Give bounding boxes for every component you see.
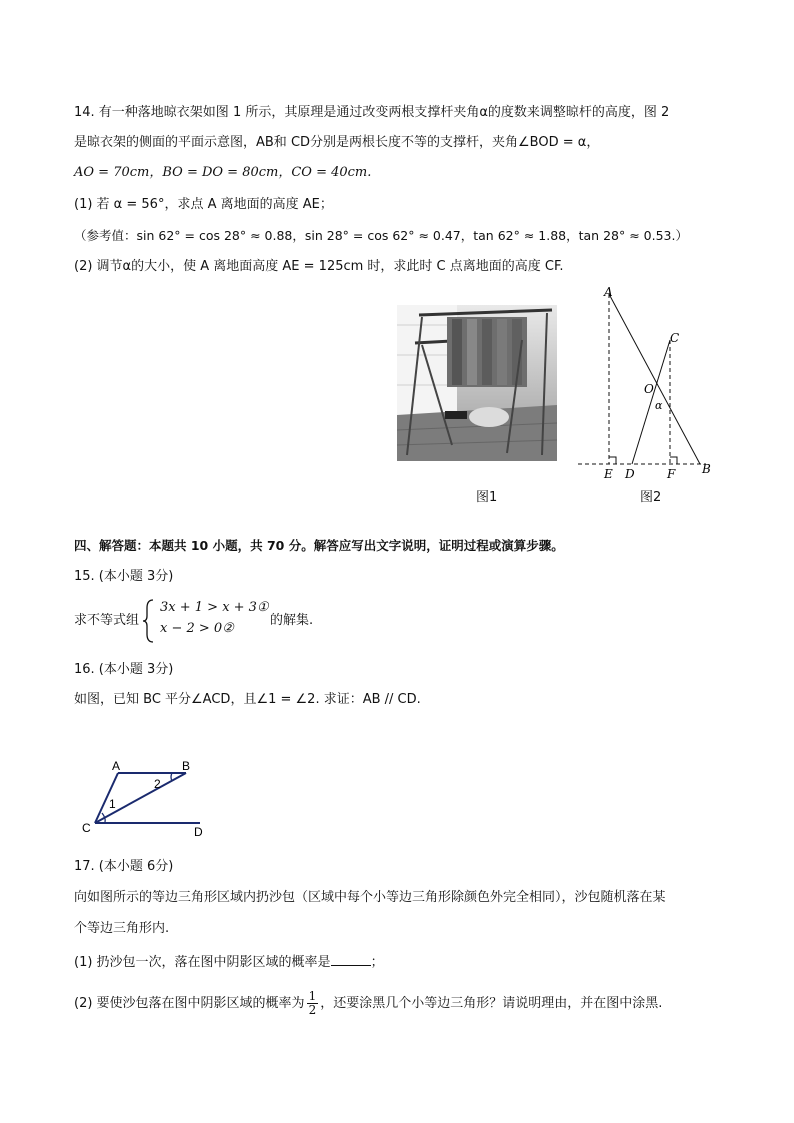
q14-line2: 是晾衣架的侧面的平面示意图，AB和 CD分别是两根长度不等的支撑杆，夹角∠BOD = α， xyxy=(74,135,600,150)
label-E: E xyxy=(604,467,613,481)
q17-line2: 个等边三角形内. xyxy=(74,921,170,936)
q14-part1: (1) 若 α = 56°，求点 A 离地面的高度 AE； xyxy=(74,197,333,212)
label-D: D xyxy=(625,467,635,481)
q15-suffix: 的解集. xyxy=(270,613,314,628)
figure-1-drying-rack-photo xyxy=(397,305,557,461)
q16-label-D: D xyxy=(194,825,203,838)
label-C: C xyxy=(670,331,680,345)
q14-line3: AO = 70cm，BO = DO = 80cm，CO = 40cm. xyxy=(74,165,372,180)
q17-header: 17. (本小题 6分) xyxy=(74,859,174,874)
q15-header: 15. (本小题 3分) xyxy=(74,569,174,584)
q17-fraction-numerator: 1 xyxy=(308,989,317,1003)
q15-brace xyxy=(141,598,155,644)
label-F: F xyxy=(667,467,676,481)
q16-label-C: C xyxy=(82,821,91,835)
q16-angle-2: 2 xyxy=(154,777,161,791)
q15-prefix: 求不等式组 xyxy=(74,613,140,628)
label-alpha: α xyxy=(655,399,663,412)
q15-equation-1: 3x + 1 > x + 3① xyxy=(160,600,269,615)
q17-part1-end: ； xyxy=(370,955,384,970)
q16-angle-1: 1 xyxy=(109,797,116,811)
q16-header: 16. (本小题 3分) xyxy=(74,662,174,677)
q14-reference: （参考值：sin 62° = cos 28° ≈ 0.88，sin 28° = cos 62° ≈ 0.47，tan 62° ≈ 1.88，tan 28° ≈ 0.53.） xyxy=(74,228,688,243)
q17-part2-text-a: (2) 要使沙包落在图中阴影区域的概率为 xyxy=(74,996,305,1011)
q16-label-A: A xyxy=(112,759,121,773)
q17-answer-blank[interactable] xyxy=(331,953,371,966)
q17-line1: 向如图所示的等边三角形区域内扔沙包（区域中每个小等边三角形除颜色外完全相同），沙包随机落在某 xyxy=(74,890,666,905)
label-A: A xyxy=(604,285,613,299)
figure-1-caption: 图1 xyxy=(476,490,498,505)
figure-2-caption: 图2 xyxy=(640,490,662,505)
q16-figure xyxy=(78,756,208,838)
q17-fraction xyxy=(307,990,319,1017)
q17-part1-text: (1) 扔沙包一次，落在图中阴影区域的概率是 xyxy=(74,955,331,970)
q15-equation-2: x − 2 > 0② xyxy=(160,621,234,636)
q16-label-B: B xyxy=(182,759,191,773)
section-4-heading: 四、解答题：本题共 10 小题，共 70 分。解答应写出文字说明，证明过程或演算步骤。 xyxy=(74,538,564,553)
q14-line1: 14. 有一种落地晾衣架如图 1 所示，其原理是通过改变两根支撑杆夹角α的度数来调整晾杆的高度，图 2 xyxy=(74,105,670,120)
q17-part2-text-b: ，还要涂黑几个小等边三角形？请说明理由，并在图中涂黑. xyxy=(320,996,663,1011)
q17-part1 xyxy=(74,953,384,972)
label-B: B xyxy=(702,462,711,476)
figure-2-diagram xyxy=(572,282,722,482)
q17-fraction-denominator: 2 xyxy=(308,1003,317,1017)
q14-part2: (2) 调节α的大小，使 A 离地面高度 AE = 125cm 时，求此时 C 点离地面的高度 CF. xyxy=(74,259,564,274)
q16-text: 如图，已知 BC 平分∠ACD，且∠1 = ∠2. 求证：AB // CD. xyxy=(74,692,421,707)
label-O: O xyxy=(644,382,654,396)
q17-part2 xyxy=(74,990,662,1017)
